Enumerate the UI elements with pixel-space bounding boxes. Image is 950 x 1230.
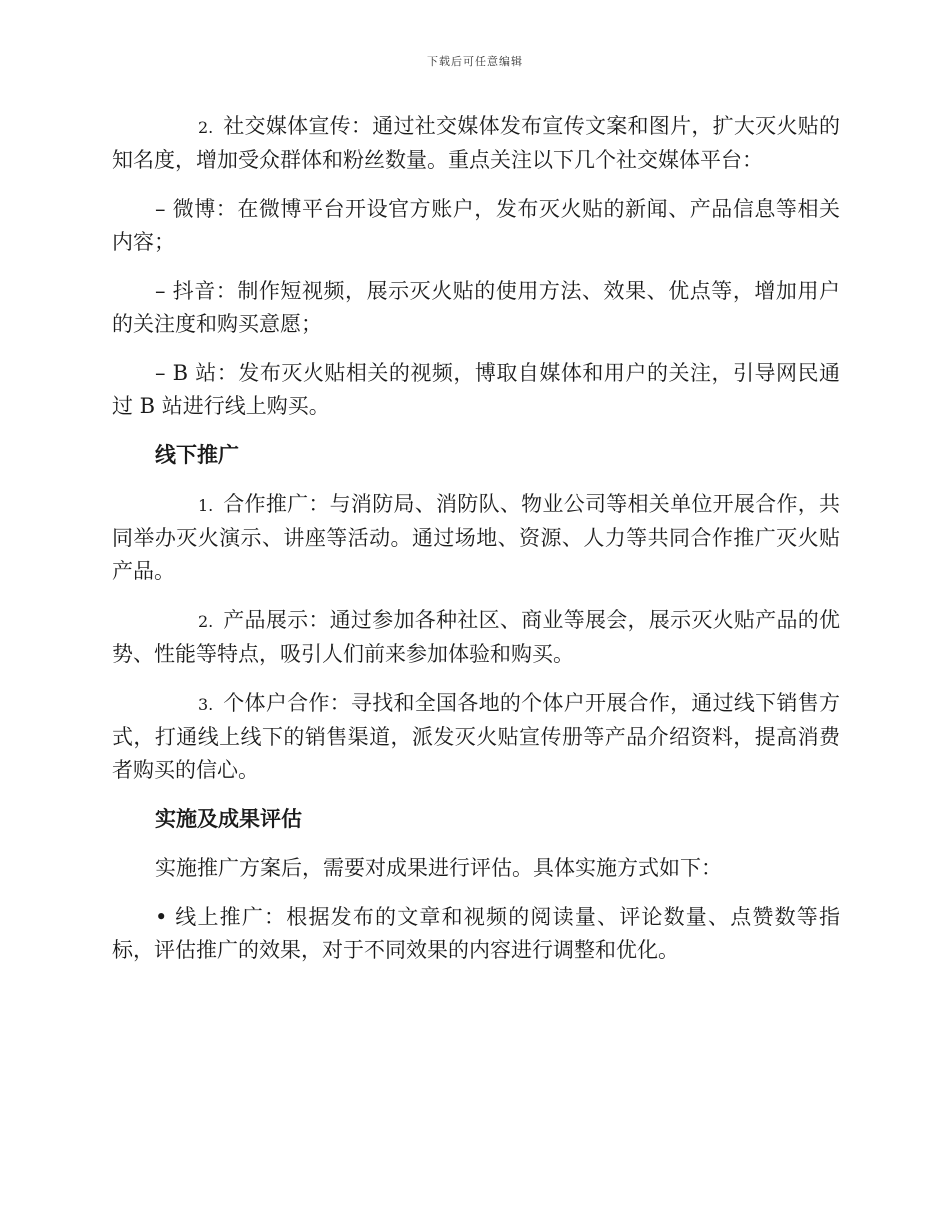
list-number: 2. [198, 612, 214, 631]
document-body [112, 110, 840, 983]
list-number: 3. [198, 695, 214, 714]
social-media-paragraph [112, 110, 840, 177]
offline-item-2 [112, 604, 840, 671]
list-number: 2. [198, 118, 214, 137]
offline-item-3 [112, 687, 840, 787]
page-header: 下载后可任意编辑 [427, 55, 523, 68]
offline-item-1 [112, 488, 840, 588]
paragraph-text: 产品展示：通过参加各种社区、商业等展会，展示灭火贴产品的优势、性能等特点，吸引人们前来参加体验和购买。 [112, 608, 840, 666]
section-heading-offline: 线下推广 [155, 443, 239, 467]
evaluation-intro-paragraph: 实施推广方案后，需要对成果进行评估。具体实施方式如下： [155, 856, 722, 880]
weibo-paragraph: – 微博：在微博平台开设官方账户，发布灭火贴的新闻、产品信息等相关内容； [112, 197, 840, 254]
bilibili-paragraph: – B 站：发布灭火贴相关的视频，博取自媒体和用户的关注，引导网民通过 B 站进行线上购买。 [112, 361, 840, 418]
douyin-paragraph: – 抖音：制作短视频，展示灭火贴的使用方法、效果、优点等，增加用户的关注度和购买意愿； [112, 279, 840, 336]
paragraph-text: 合作推广：与消防局、消防队、物业公司等相关单位开展合作，共同举办灭火演示、讲座等活动。通过场地、资源、人力等共同合作推广灭火贴产品。 [112, 492, 840, 583]
section-heading-evaluation: 实施及成果评估 [155, 807, 302, 831]
evaluation-online-paragraph: • 线上推广：根据发布的文章和视频的阅读量、评论数量、点赞数等指标，评估推广的效果，对于不同效果的内容进行调整和优化。 [112, 905, 840, 962]
paragraph-text: 个体户合作：寻找和全国各地的个体户开展合作，通过线下销售方式，打通线上线下的销售渠道，派发灭火贴宣传册等产品介绍资料，提高消费者购买的信心。 [112, 691, 840, 782]
list-number: 1. [198, 496, 214, 515]
paragraph-text: 社交媒体宣传：通过社交媒体发布宣传文案和图片，扩大灭火贴的知名度，增加受众群体和粉丝数量。重点关注以下几个社交媒体平台： [112, 114, 840, 172]
